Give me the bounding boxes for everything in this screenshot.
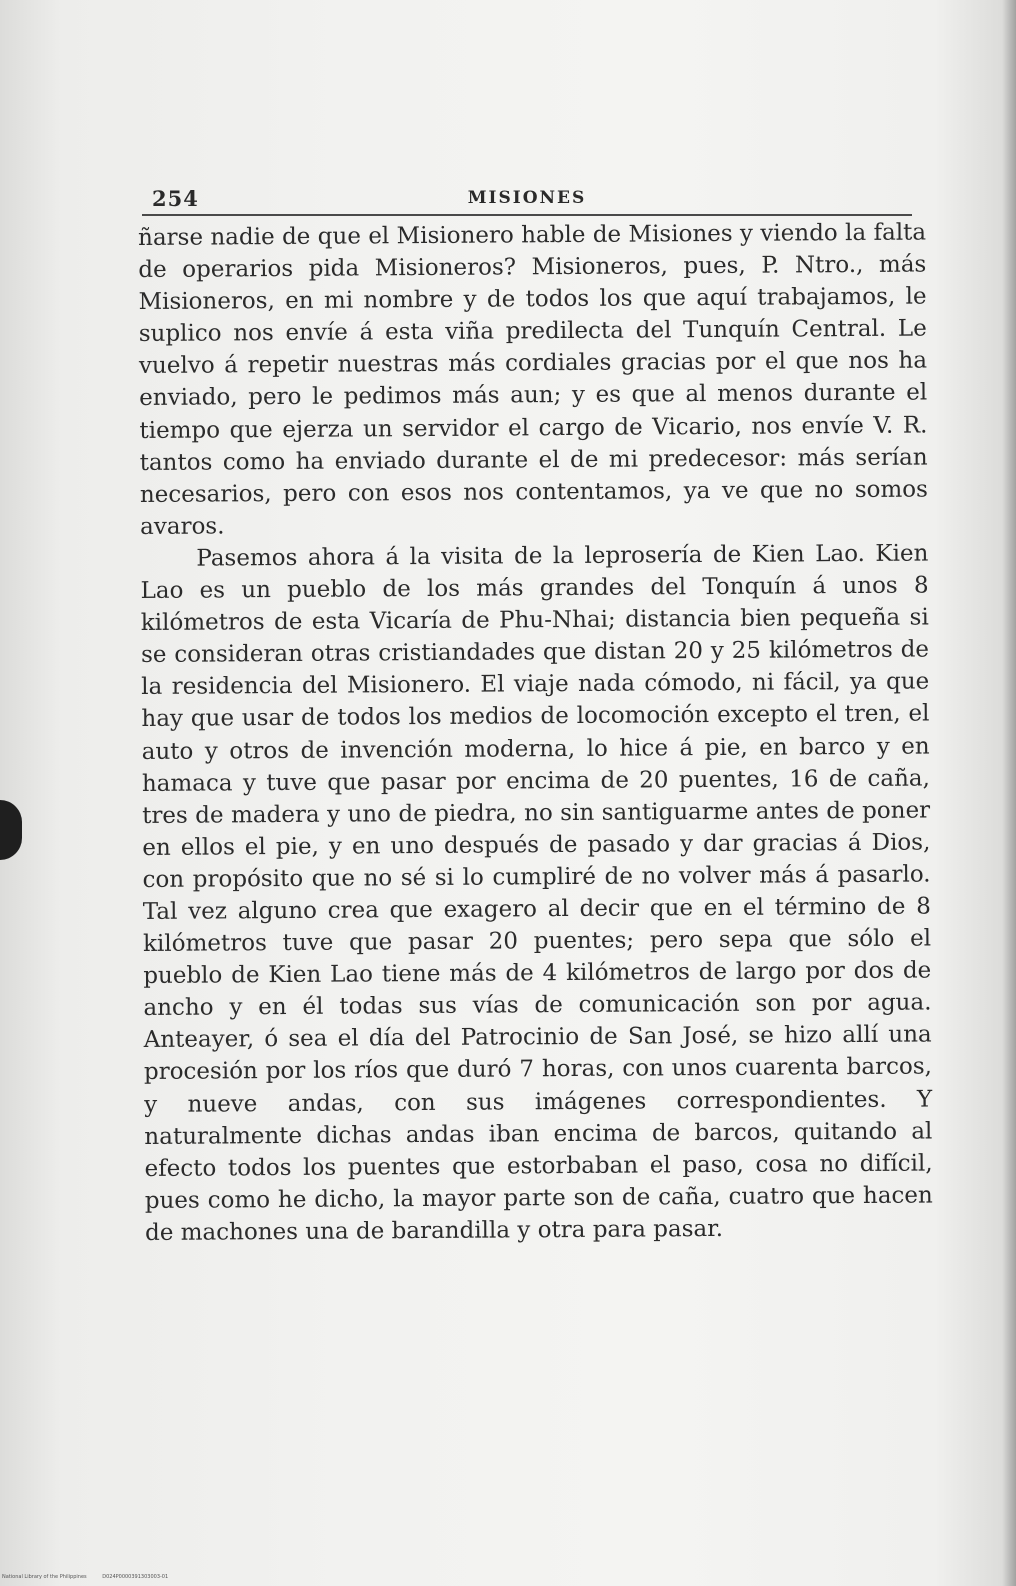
library-credit: National Library of the Philippines xyxy=(2,1574,87,1580)
scan-footer xyxy=(2,1574,182,1580)
paragraph: ñarse nadie de que el Misionero hable de Misiones y viendo la falta de operarios pida Misioneros? Misioneros, pues, P. Ntro., más Misioneros, en mi nombre y de todos los que aquí trabajamos, le suplico nos envíe á esta viña predilecta del Tunquín Central. Le vuelvo á repetir nuestras más cordiales gracias por el que nos ha enviado, pero le pedimos más aun; y es que al menos durante el tiempo que ejerza un servidor el cargo de Vicario, nos envíe V. R. tantos como ha enviado durante el de mi predecesor: más serían necesarios, pero con esos nos contentamos, ya ve que no somos avaros. xyxy=(138,219,928,540)
body-text xyxy=(138,216,933,1248)
page-edge-shadow xyxy=(1002,0,1016,1586)
page-number: 254 xyxy=(152,186,199,211)
running-title: MISIONES xyxy=(467,188,587,208)
document-code: D024P0000391303003-01 xyxy=(102,1574,169,1580)
binding-mark xyxy=(0,800,22,860)
page-header xyxy=(142,184,912,216)
paragraph: Pasemos ahora á la visita de la leprosería de Kien Lao. Kien Lao es un pueblo de los más grandes del Tonquín á unos 8 kilómetros de esta Vicaría de Phu-Nhai; distancia bien pequeña si se consideran otras cristiandades que distan 20 y 25 kilómetros de la residencia del Misionero. El viaje nada cómodo, ni fácil, ya que hay que usar de todos los medios de locomoción excepto el tren, el auto y otros de invención moderna, lo hice á pie, en barco y en hamaca y tuve que pasar por encima de 20 puentes, 16 de caña, tres de madera y uno de piedra, no sin santiguarme antes de poner en ellos el pie, y en uno después de pasado y dar gracias á Dios, con propósito que no sé si lo cumpliré de no volver más á pasarlo. Tal vez alguno crea que exagero al decir que en el término de 8 kilómetros tuve que pasar 20 puentes; pero sepa que sólo el pueblo de Kien Lao tiene más de 4 kilómetros de largo por dos de ancho y en él todas sus vías de comunicación son por agua. Anteayer, ó sea el día del Patrocinio de San José, se hizo allí una procesión por los ríos que duró 7 horas, con unos cuarenta barcos, y nueve andas, con sus imágenes correspondientes. Y naturalmente dichas andas iban encima de barcos, quitando al efecto todos los puentes que estorbaban el paso, cosa no difícil, pues como he dicho, la mayor parte son de caña, cuatro que hacen de machones una de barandilla y otra para pasar. xyxy=(140,540,933,1246)
